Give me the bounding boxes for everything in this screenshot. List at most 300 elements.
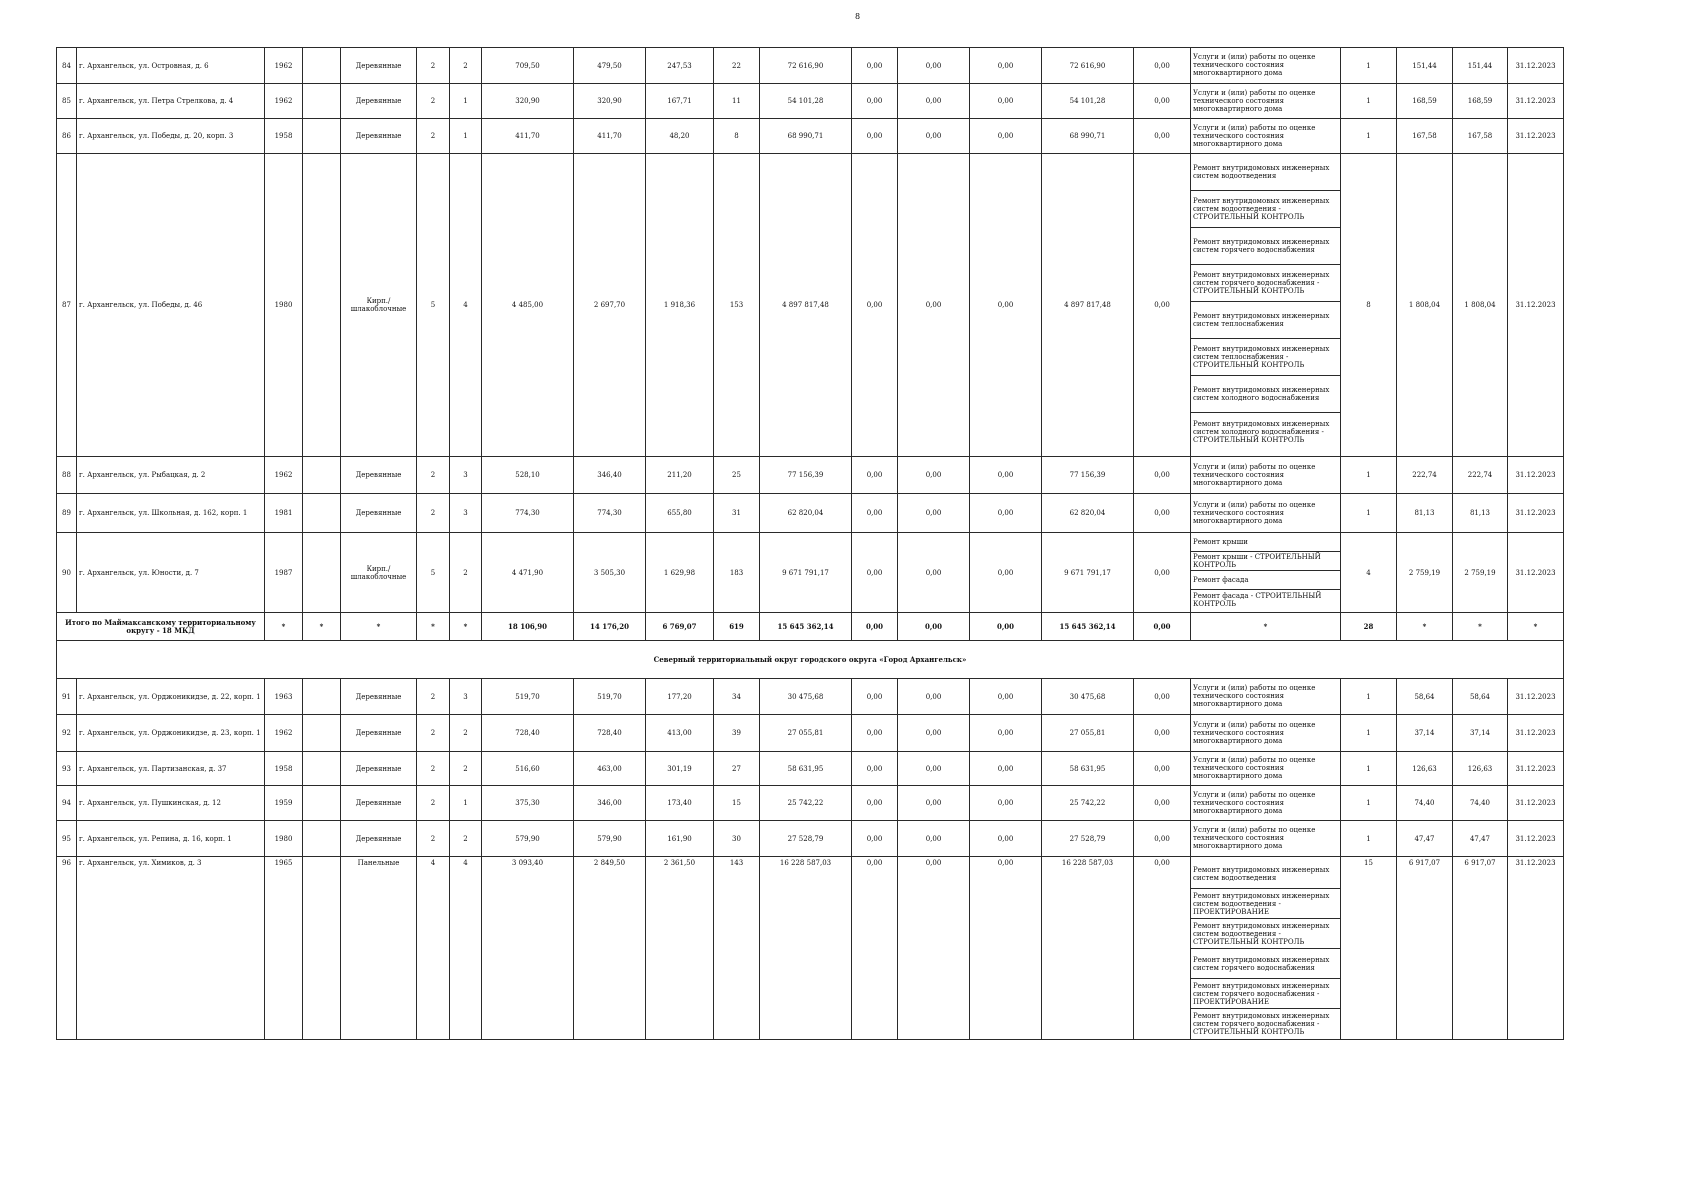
cell-a-res: 346,40 (574, 457, 646, 494)
cell-year: 1965 (265, 857, 303, 1040)
cell-entr: 2 (450, 752, 482, 786)
cell-a-total: 4 485,00 (482, 154, 574, 457)
cell-a-nonres: 211,20 (646, 457, 714, 494)
cell-max: 222,74 (1453, 457, 1508, 494)
table-row (57, 752, 1564, 786)
cell-date: 31.12.2023 (1508, 715, 1564, 752)
cell-c-fed: 0,00 (852, 679, 898, 715)
cell-floors: 2 (417, 786, 450, 821)
cell-addr: г. Архангельск, ул. Островная, д. 6 (77, 48, 265, 84)
cell-c-fed: 0,00 (852, 154, 898, 457)
cell-people: 183 (714, 533, 760, 613)
cell-people: 15 (714, 786, 760, 821)
cell-cost-total: 30 475,68 (760, 679, 852, 715)
cell-n: 87 (57, 154, 77, 457)
cell-a-nonres: 1 629,98 (646, 533, 714, 613)
works-cell (1191, 494, 1341, 533)
cell-cost-total: 27 528,79 (760, 821, 852, 857)
cell-c-reg: 0,00 (898, 457, 970, 494)
cell-c-fed: 0,00 (852, 84, 898, 119)
cell-c-own: 25 742,22 (1042, 786, 1134, 821)
cell-date: 31.12.2023 (1508, 533, 1564, 613)
cell-addr: г. Архангельск, ул. Партизанская, д. 37 (77, 752, 265, 786)
cell-people: 8 (714, 119, 760, 154)
cell-people: 143 (714, 857, 760, 1040)
cell-c-reg: 0,00 (898, 494, 970, 533)
cell-date: 31.12.2023 (1508, 119, 1564, 154)
cell-c-own: 30 475,68 (1042, 679, 1134, 715)
cell-c-mun: 0,00 (970, 715, 1042, 752)
cell-n: 89 (57, 494, 77, 533)
cell-a-total: 4 471,90 (482, 533, 574, 613)
cell-wall: Деревянные (341, 494, 417, 533)
cell-date: 31.12.2023 (1508, 786, 1564, 821)
cell-people: 34 (714, 679, 760, 715)
cell-spec: 167,58 (1397, 119, 1453, 154)
cell-spec: 37,14 (1397, 715, 1453, 752)
cell-year2 (303, 84, 341, 119)
cell-c-fed: 0,00 (852, 533, 898, 613)
cell-c-other: 0,00 (1134, 494, 1191, 533)
cell-a-res: 728,40 (574, 715, 646, 752)
cell-c-fed: 0,00 (852, 48, 898, 84)
cell-c-other: 0,00 (1134, 119, 1191, 154)
cell-wall: Деревянные (341, 48, 417, 84)
cell-units: 1 (1341, 494, 1397, 533)
cell-n: 90 (57, 533, 77, 613)
cell-c-mun: 0,00 (970, 48, 1042, 84)
work-item: Ремонт фасада - СТРОИТЕЛЬНЫЙ КОНТРОЛЬ (1193, 591, 1322, 608)
cell-entr: 2 (450, 715, 482, 752)
cell-c-other: 0,00 (1134, 48, 1191, 84)
cell-a-total: 774,30 (482, 494, 574, 533)
work-item: Ремонт фасада (1191, 571, 1340, 590)
cell-c-other: 0,00 (1134, 857, 1191, 1040)
cell-a-total: 411,70 (482, 119, 574, 154)
cell-n: 92 (57, 715, 77, 752)
cell-spec: 1 808,04 (1397, 154, 1453, 457)
cell-year: 1962 (265, 48, 303, 84)
cell-spec: 222,74 (1397, 457, 1453, 494)
work-item: Ремонт внутридомовых инженерных систем горячего водоснабжения - СТРОИТЕЛЬНЫЙ КОНТРОЛЬ (1193, 1012, 1330, 1036)
cell-floors: 2 (417, 494, 450, 533)
cell-c-fed: 0,00 (852, 857, 898, 1040)
table-row (57, 84, 1564, 119)
work-item: Ремонт внутридомовых инженерных систем горячего водоснабжения - СТРОИТЕЛЬНЫЙ КОНТРОЛЬ (1191, 265, 1340, 302)
works-cell (1191, 84, 1341, 119)
works-cell (1191, 154, 1341, 457)
cell-floors: 2 (417, 84, 450, 119)
works-cell (1191, 119, 1341, 154)
cell-year: 1962 (265, 457, 303, 494)
cell-year2 (303, 48, 341, 84)
cell-a-res: 479,50 (574, 48, 646, 84)
works-cell (1191, 786, 1341, 821)
cell-a-nonres: 177,20 (646, 679, 714, 715)
cell-units: 1 (1341, 752, 1397, 786)
cell-entr: 4 (450, 154, 482, 457)
cell-a-total: 320,90 (482, 84, 574, 119)
cell-c-mun: 0,00 (970, 752, 1042, 786)
cell-a-res: 320,90 (574, 84, 646, 119)
cell-year: 1958 (265, 119, 303, 154)
cell-addr: г. Архангельск, ул. Петра Стрелкова, д. 4 (77, 84, 265, 119)
cell-a-nonres: 2 361,50 (646, 857, 714, 1040)
cell-cost-total: 68 990,71 (760, 119, 852, 154)
table-row (57, 457, 1564, 494)
cell-entr: 3 (450, 679, 482, 715)
works-cell (1191, 533, 1341, 613)
cell-a-res: 2 849,50 (574, 857, 646, 1040)
cell-c-other: 0,00 (1134, 533, 1191, 613)
cell-people: 22 (714, 48, 760, 84)
cell-c-reg: 0,00 (898, 154, 970, 457)
cell-year2 (303, 154, 341, 457)
table-row (57, 533, 1564, 613)
cell-addr: г. Архангельск, ул. Школьная, д. 162, корп. 1 (77, 494, 265, 533)
cell-spec: 6 917,07 (1397, 857, 1453, 1040)
cell-max: 2 759,19 (1453, 533, 1508, 613)
cell-cost-total: 54 101,28 (760, 84, 852, 119)
cell-a-total: 579,90 (482, 821, 574, 857)
work-item: Ремонт внутридомовых инженерных систем теплоснабжения (1191, 302, 1340, 339)
work-item: Ремонт внутридомовых инженерных систем холодного водоснабжения - СТРОИТЕЛЬНЫЙ КОНТРОЛЬ (1193, 419, 1330, 444)
cell-wall: Деревянные (341, 119, 417, 154)
cell-entr: 1 (450, 786, 482, 821)
cell-wall: Кирп./ шлакоблочные (341, 154, 417, 457)
cell-c-reg: 0,00 (898, 119, 970, 154)
cell-year: 1963 (265, 679, 303, 715)
cell-addr: г. Архангельск, ул. Орджоникидзе, д. 23, корп. 1 (77, 715, 265, 752)
cell-a-nonres: 413,00 (646, 715, 714, 752)
cell-a-total: 516,60 (482, 752, 574, 786)
cell-c-reg: 0,00 (898, 84, 970, 119)
cell-c-mun: 0,00 (970, 494, 1042, 533)
cell-a-res: 3 505,30 (574, 533, 646, 613)
cell-c-reg: 0,00 (898, 752, 970, 786)
cell-units: 1 (1341, 457, 1397, 494)
cell-year2 (303, 494, 341, 533)
cell-c-reg: 0,00 (898, 48, 970, 84)
cell-c-own: 72 616,90 (1042, 48, 1134, 84)
table-row (57, 821, 1564, 857)
cell-year2 (303, 119, 341, 154)
cell-spec: 58,64 (1397, 679, 1453, 715)
cell-max: 126,63 (1453, 752, 1508, 786)
cell-a-nonres: 247,53 (646, 48, 714, 84)
works-cell (1191, 715, 1341, 752)
cell-a-nonres: 655,80 (646, 494, 714, 533)
cell-floors: 2 (417, 715, 450, 752)
cell-spec: 74,40 (1397, 786, 1453, 821)
cell-year: 1980 (265, 821, 303, 857)
work-item: Ремонт внутридомовых инженерных систем горячего водоснабжения (1191, 949, 1340, 979)
cell-entr: 2 (450, 821, 482, 857)
work-item: Услуги и (или) работы по оценке технического состояния многоквартирного дома (1193, 53, 1316, 77)
cell-max: 58,64 (1453, 679, 1508, 715)
cell-date: 31.12.2023 (1508, 857, 1564, 1040)
cell-a-total: 709,50 (482, 48, 574, 84)
cell-spec: 81,13 (1397, 494, 1453, 533)
cell-a-res: 346,00 (574, 786, 646, 821)
cell-people: 31 (714, 494, 760, 533)
work-item: Услуги и (или) работы по оценке технического состояния многоквартирного дома (1193, 790, 1316, 815)
cell-year: 1962 (265, 84, 303, 119)
cell-units: 1 (1341, 119, 1397, 154)
cell-max: 47,47 (1453, 821, 1508, 857)
cell-c-mun: 0,00 (970, 457, 1042, 494)
works-cell (1191, 48, 1341, 84)
total-label: Итого по Маймаксанскому территориальному округу - 18 МКД (57, 613, 265, 641)
cell-c-reg: 0,00 (898, 786, 970, 821)
cell-c-other: 0,00 (1134, 752, 1191, 786)
cell-a-nonres: 167,71 (646, 84, 714, 119)
cell-floors: 2 (417, 119, 450, 154)
cell-cost-total: 16 228 587,03 (760, 857, 852, 1040)
cell-c-own: 9 671 791,17 (1042, 533, 1134, 613)
cell-floors: 5 (417, 154, 450, 457)
cell-c-other: 0,00 (1134, 679, 1191, 715)
cell-a-res: 519,70 (574, 679, 646, 715)
cell-c-reg: 0,00 (898, 533, 970, 613)
cell-c-fed: 0,00 (852, 715, 898, 752)
cell-units: 1 (1341, 84, 1397, 119)
work-item: Ремонт внутридомовых инженерных систем водоотведения - СТРОИТЕЛЬНЫЙ КОНТРОЛЬ (1191, 191, 1340, 228)
cell-c-own: 77 156,39 (1042, 457, 1134, 494)
cell-a-total: 519,70 (482, 679, 574, 715)
work-item: Ремонт внутридомовых инженерных систем водоотведения - СТРОИТЕЛЬНЫЙ КОНТРОЛЬ (1191, 919, 1340, 949)
cell-c-fed: 0,00 (852, 119, 898, 154)
cell-c-other: 0,00 (1134, 715, 1191, 752)
cell-c-mun: 0,00 (970, 821, 1042, 857)
page-number: 8 (855, 12, 861, 21)
cell-cost-total: 9 671 791,17 (760, 533, 852, 613)
cell-c-other: 0,00 (1134, 821, 1191, 857)
cell-floors: 2 (417, 48, 450, 84)
cell-floors: 2 (417, 679, 450, 715)
cell-date: 31.12.2023 (1508, 457, 1564, 494)
table-row (57, 154, 1564, 457)
cell-units: 8 (1341, 154, 1397, 457)
cell-date: 31.12.2023 (1508, 154, 1564, 457)
cell-c-mun: 0,00 (970, 679, 1042, 715)
cell-date: 31.12.2023 (1508, 48, 1564, 84)
table-row (57, 679, 1564, 715)
cell-floors: 2 (417, 821, 450, 857)
cell-floors: 2 (417, 457, 450, 494)
cell-cost-total: 25 742,22 (760, 786, 852, 821)
cell-entr: 1 (450, 84, 482, 119)
table-row (57, 715, 1564, 752)
cell-year2 (303, 679, 341, 715)
cell-max: 1 808,04 (1453, 154, 1508, 457)
cell-year2 (303, 752, 341, 786)
cell-addr: г. Архангельск, ул. Репина, д. 16, корп. 1 (77, 821, 265, 857)
work-item: Услуги и (или) работы по оценке технического состояния многоквартирного дома (1193, 88, 1316, 113)
cell-max: 167,58 (1453, 119, 1508, 154)
cell-a-total: 528,10 (482, 457, 574, 494)
table-row (57, 119, 1564, 154)
cell-n: 96 (57, 857, 77, 1040)
cell-entr: 2 (450, 48, 482, 84)
cell-year2 (303, 533, 341, 613)
cell-n: 95 (57, 821, 77, 857)
section-header-row (57, 641, 1564, 679)
cell-n: 86 (57, 119, 77, 154)
cell-floors: 4 (417, 857, 450, 1040)
cell-cost-total: 4 897 817,48 (760, 154, 852, 457)
work-item: Ремонт внутридомовых инженерных систем горячего водоснабжения (1191, 228, 1340, 265)
cell-year: 1962 (265, 715, 303, 752)
cell-units: 1 (1341, 715, 1397, 752)
cell-c-reg: 0,00 (898, 679, 970, 715)
table-row (57, 857, 1564, 1040)
section-title: Северный территориальный округ городского округа «Город Архангельск» (57, 641, 1564, 679)
cell-c-own: 27 055,81 (1042, 715, 1134, 752)
cell-c-fed: 0,00 (852, 786, 898, 821)
cell-c-own: 58 631,95 (1042, 752, 1134, 786)
cell-max: 151,44 (1453, 48, 1508, 84)
cell-c-own: 54 101,28 (1042, 84, 1134, 119)
cell-date: 31.12.2023 (1508, 752, 1564, 786)
cell-a-nonres: 161,90 (646, 821, 714, 857)
work-item: Услуги и (или) работы по оценке технического состояния многоквартирного дома (1193, 720, 1316, 745)
cell-cost-total: 27 055,81 (760, 715, 852, 752)
cell-units: 4 (1341, 533, 1397, 613)
cell-c-other: 0,00 (1134, 84, 1191, 119)
cell-c-mun: 0,00 (970, 786, 1042, 821)
cell-c-fed: 0,00 (852, 752, 898, 786)
cell-wall: Деревянные (341, 821, 417, 857)
cell-a-total: 3 093,40 (482, 857, 574, 1040)
work-item: Услуги и (или) работы по оценке технического состояния многоквартирного дома (1193, 500, 1316, 525)
cell-c-mun: 0,00 (970, 533, 1042, 613)
cell-spec: 126,63 (1397, 752, 1453, 786)
cell-a-res: 774,30 (574, 494, 646, 533)
cell-wall: Деревянные (341, 786, 417, 821)
cell-year2 (303, 786, 341, 821)
cell-year2 (303, 457, 341, 494)
cell-spec: 2 759,19 (1397, 533, 1453, 613)
cell-cost-total: 72 616,90 (760, 48, 852, 84)
cell-cost-total: 62 820,04 (760, 494, 852, 533)
total-row: Итого по Маймаксанскому территориальному округу - 18 МКД * * * * * 18 106,90 14 176,20 6 769,07 619 15 645 362,14 0,00 0,00 0,00 15 645 362,14 0,00 * 28 * * * (57, 613, 1564, 641)
cell-entr: 2 (450, 533, 482, 613)
cell-n: 85 (57, 84, 77, 119)
cell-c-mun: 0,00 (970, 119, 1042, 154)
cell-date: 31.12.2023 (1508, 494, 1564, 533)
cell-floors: 5 (417, 533, 450, 613)
cell-n: 94 (57, 786, 77, 821)
work-item: Услуги и (или) работы по оценке технического состояния многоквартирного дома (1193, 684, 1316, 708)
cell-people: 39 (714, 715, 760, 752)
cell-addr: г. Архангельск, ул. Химиков, д. 3 (77, 857, 265, 1040)
cell-c-fed: 0,00 (852, 494, 898, 533)
cell-c-own: 62 820,04 (1042, 494, 1134, 533)
works-cell (1191, 857, 1341, 1040)
cell-wall: Панельные (341, 857, 417, 1040)
work-item: Ремонт крыши - СТРОИТЕЛЬНЫЙ КОНТРОЛЬ (1191, 552, 1340, 571)
work-item: Ремонт крыши (1191, 533, 1340, 552)
cell-c-mun: 0,00 (970, 84, 1042, 119)
cell-n: 93 (57, 752, 77, 786)
works-cell (1191, 821, 1341, 857)
cell-year2 (303, 715, 341, 752)
cell-n: 84 (57, 48, 77, 84)
cell-units: 1 (1341, 821, 1397, 857)
cell-wall: Деревянные (341, 679, 417, 715)
cell-people: 153 (714, 154, 760, 457)
cell-year: 1981 (265, 494, 303, 533)
cell-c-other: 0,00 (1134, 154, 1191, 457)
table-row (57, 494, 1564, 533)
cell-entr: 3 (450, 457, 482, 494)
cell-addr: г. Архангельск, ул. Юности, д. 7 (77, 533, 265, 613)
cell-units: 1 (1341, 786, 1397, 821)
cell-wall: Деревянные (341, 715, 417, 752)
cell-c-mun: 0,00 (970, 857, 1042, 1040)
cell-max: 37,14 (1453, 715, 1508, 752)
cell-date: 31.12.2023 (1508, 821, 1564, 857)
work-item: Ремонт внутридомовых инженерных систем водоотведения (1191, 859, 1340, 889)
cell-people: 25 (714, 457, 760, 494)
cell-a-nonres: 48,20 (646, 119, 714, 154)
cell-addr: г. Архангельск, ул. Победы, д. 46 (77, 154, 265, 457)
cell-c-other: 0,00 (1134, 786, 1191, 821)
works-cell (1191, 752, 1341, 786)
cell-year: 1980 (265, 154, 303, 457)
cell-c-reg: 0,00 (898, 821, 970, 857)
cell-addr: г. Архангельск, ул. Орджоникидзе, д. 22, корп. 1 (77, 679, 265, 715)
cell-c-fed: 0,00 (852, 821, 898, 857)
cell-spec: 151,44 (1397, 48, 1453, 84)
cell-units: 1 (1341, 679, 1397, 715)
cell-max: 74,40 (1453, 786, 1508, 821)
cell-entr: 4 (450, 857, 482, 1040)
cell-wall: Кирп./ шлакоблочные (341, 533, 417, 613)
cell-a-res: 579,90 (574, 821, 646, 857)
capital-repair-table (56, 47, 1564, 1040)
cell-year: 1958 (265, 752, 303, 786)
work-item: Услуги и (или) работы по оценке технического состояния многоквартирного дома (1193, 123, 1316, 148)
cell-people: 30 (714, 821, 760, 857)
cell-entr: 1 (450, 119, 482, 154)
cell-date: 31.12.2023 (1508, 84, 1564, 119)
cell-a-total: 375,30 (482, 786, 574, 821)
works-cell (1191, 457, 1341, 494)
works-cell (1191, 679, 1341, 715)
cell-a-total: 728,40 (482, 715, 574, 752)
cell-a-nonres: 301,19 (646, 752, 714, 786)
cell-people: 27 (714, 752, 760, 786)
cell-addr: г. Архангельск, ул. Пушкинская, д. 12 (77, 786, 265, 821)
work-item: Ремонт внутридомовых инженерных систем теплоснабжения - СТРОИТЕЛЬНЫЙ КОНТРОЛЬ (1191, 339, 1340, 376)
cell-units: 15 (1341, 857, 1397, 1040)
work-item: Ремонт внутридомовых инженерных систем водоотведения (1191, 154, 1340, 191)
cell-addr: г. Архангельск, ул. Рыбацкая, д. 2 (77, 457, 265, 494)
cell-year: 1987 (265, 533, 303, 613)
cell-a-res: 2 697,70 (574, 154, 646, 457)
cell-c-own: 27 528,79 (1042, 821, 1134, 857)
cell-c-fed: 0,00 (852, 457, 898, 494)
work-item: Ремонт внутридомовых инженерных систем горячего водоснабжения - ПРОЕКТИРОВАНИЕ (1191, 979, 1340, 1009)
cell-wall: Деревянные (341, 752, 417, 786)
cell-c-own: 4 897 817,48 (1042, 154, 1134, 457)
cell-people: 11 (714, 84, 760, 119)
cell-c-other: 0,00 (1134, 457, 1191, 494)
cell-a-res: 463,00 (574, 752, 646, 786)
table-row (57, 786, 1564, 821)
